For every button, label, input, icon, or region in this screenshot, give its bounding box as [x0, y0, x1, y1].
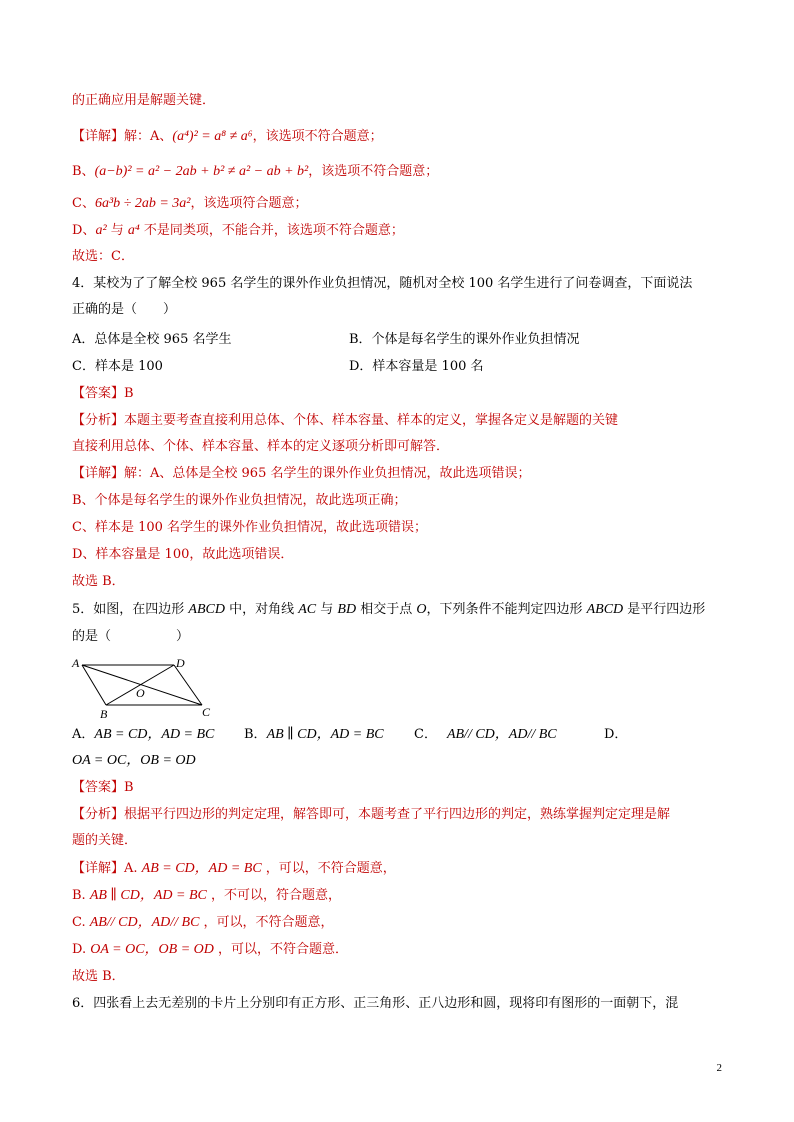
q3-detail-b: B、(a−b)² = a² − 2ab + b² ≠ a² − ab + b²，该选项不符合题意；	[72, 164, 439, 179]
q4-option-b: B．个体是每名学生的课外作业负担情况	[349, 332, 580, 347]
q3-detail-c: C、6a³b ÷ 2ab = 3a²，该选项符合题意；	[72, 196, 308, 211]
q3-conclusion: 故选：C．	[72, 249, 134, 264]
q4-stem-line1: 4．某校为了了解全校 965 名学生的课外作业负担情况，随机对全校 100 名学生进行了问卷调查，下面说法	[72, 276, 693, 291]
edge-dc	[174, 665, 202, 705]
q3-intro-tail: 的正确应用是解题关键．	[72, 93, 216, 108]
q3-detail-d: D、a² 与 a⁴ 不是同类项，不能合并，该选项不符合题意；	[72, 223, 404, 238]
q5-detail-d: D. OA = OC，OB = OD ，可以，不符合题意．	[72, 942, 349, 957]
q5-detail-b: B. AB ∥ CD，AD = BC ，不可以，符合题意，	[72, 888, 341, 903]
label-b: B	[100, 707, 108, 720]
q5-option-d-label: D．	[604, 727, 628, 742]
q4-detail-a: 【详解】解：A、总体是全校 965 名学生的课外作业负担情况，故此选项错误；	[72, 466, 531, 481]
q4-option-d: D．样本容量是 100 名	[349, 359, 484, 374]
q4-conclusion: 故选 B．	[72, 574, 125, 589]
q4-stem-line2: 正确的是（ ）	[72, 302, 177, 317]
q5-option-b: B．AB ∥ CD，AD = BC	[244, 727, 384, 742]
edge-ab	[82, 665, 106, 705]
q5-analysis-line1: 【分析】根据平行四边形的判定定理，解答即可，本题考查了平行四边形的判定，熟练掌握判定定理是解	[72, 807, 671, 822]
q5-option-c: C． AB// CD，AD// BC	[414, 727, 557, 742]
q4-analysis-line2: 直接利用总体、个体、样本容量、样本的定义逐项分析即可解答．	[72, 439, 450, 454]
q5-option-a: A．AB = CD，AD = BC	[72, 727, 215, 742]
q5-answer: 【答案】B	[72, 780, 134, 795]
q6-stem-line1: 6．四张看上去无差别的卡片上分别印有正方形、正三角形、正八边形和圆，现将印有图形的一面朝下，混	[72, 996, 679, 1011]
q5-option-d: OA = OC，OB = OD	[72, 753, 196, 768]
q3-detail-a: 【详解】解：A、(a⁴)² = a⁸ ≠ a⁶，该选项不符合题意；	[72, 129, 383, 144]
q5-analysis-line2: 题的关键．	[72, 833, 138, 848]
q4-detail-c: C、样本是 100 名学生的课外作业负担情况，故此选项错误；	[72, 520, 428, 535]
label-o: O	[136, 686, 145, 700]
detail-tag: 【详解】	[72, 129, 125, 144]
q5-stem-line2: 的是（ ）	[72, 629, 190, 644]
q4-option-a: A．总体是全校 965 名学生	[72, 332, 232, 347]
q5-conclusion: 故选 B．	[72, 969, 125, 984]
parallelogram-figure	[70, 654, 220, 720]
q4-detail-d: D、样本容量是 100，故此选项错误．	[72, 547, 294, 562]
q5-stem-line1: 5．如图，在四边形 ABCD 中，对角线 AC 与 BD 相交于点 O，下列条件不能判定四边形 ABCD 是平行四边形	[72, 602, 706, 617]
label-d: D	[176, 656, 185, 670]
q4-option-c: C．样本是 100	[72, 359, 163, 374]
label-a: A	[72, 656, 80, 670]
q4-analysis-line1: 【分析】本题主要考查直接利用总体、个体、样本容量、样本的定义，掌握各定义是解题的关键	[72, 413, 619, 428]
q5-detail-c: C. AB// CD，AD// BC ，可以，不符合题意，	[72, 915, 334, 930]
q4-answer: 【答案】B	[72, 386, 134, 401]
label-c: C	[202, 705, 211, 719]
q4-detail-b: B、个体是每名学生的课外作业负担情况，故此选项正确；	[72, 493, 407, 508]
q5-detail-a: 【详解】A. AB = CD，AD = BC ，可以，不符合题意，	[72, 861, 396, 876]
page-number: 2	[716, 1062, 722, 1074]
